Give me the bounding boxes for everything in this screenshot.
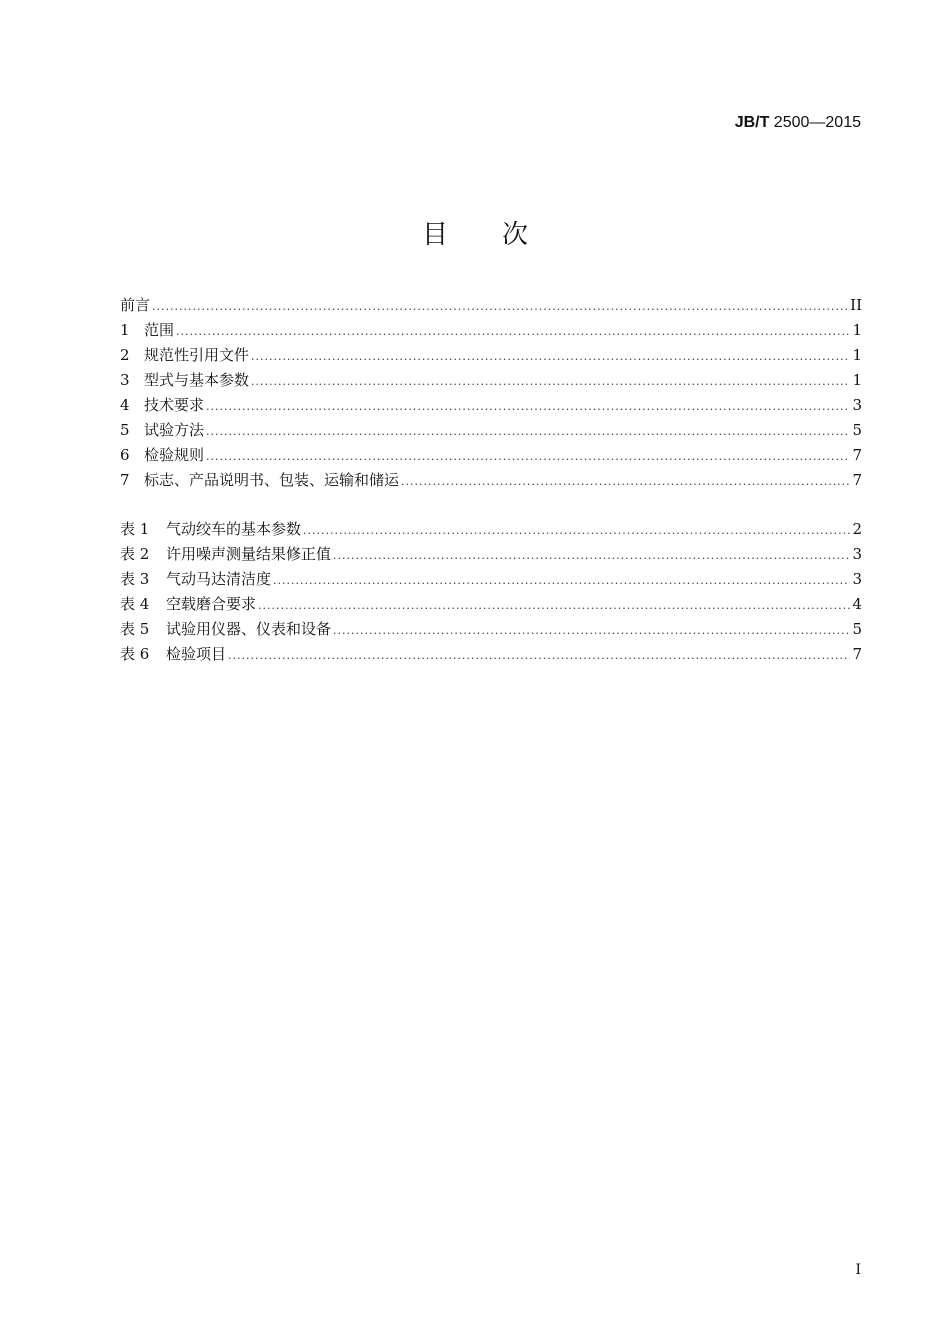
leader-dots (152, 294, 848, 319)
toc-entry-page: 7 (852, 471, 862, 489)
toc-entry-label: 许用噪声测量结果修正值 (166, 545, 332, 563)
toc-entry-number: 表 2 (120, 545, 150, 563)
leader-dots (333, 618, 850, 643)
toc-entry-section-4[interactable] (120, 393, 862, 418)
toc-entry-section-1[interactable] (120, 318, 862, 343)
toc-entry-label: 范围 (144, 321, 175, 339)
toc-entry-section-3[interactable] (120, 368, 862, 393)
toc-entry-page: 7 (852, 645, 862, 663)
toc-entry-section-7[interactable] (120, 468, 862, 493)
leader-dots (206, 394, 850, 419)
leader-dots (206, 444, 850, 469)
toc-entry-number: 7 (120, 471, 130, 489)
toc-entry-number: 6 (120, 446, 130, 464)
title-char-1: 目 (421, 220, 448, 250)
toc-sections (120, 293, 862, 493)
leader-dots (251, 344, 850, 369)
toc-entry-label: 型式与基本参数 (144, 371, 250, 389)
toc-entry-label: 技术要求 (144, 396, 205, 414)
toc-entry-label: 规范性引用文件 (144, 346, 250, 364)
leader-dots (176, 319, 850, 344)
toc-tables (120, 517, 862, 667)
toc-entry-label: 检验项目 (166, 645, 227, 663)
toc-entry-page: 4 (852, 595, 862, 613)
toc-entry-table-4[interactable] (120, 592, 862, 617)
toc-entry-number: 表 6 (120, 645, 150, 663)
page-title (0, 214, 950, 251)
toc-entry-label: 试验方法 (144, 421, 205, 439)
leader-dots (251, 369, 850, 394)
toc-entry-number: 4 (120, 396, 130, 414)
toc-entry-table-5[interactable] (120, 617, 862, 642)
toc-entry-page: 3 (852, 570, 862, 588)
leader-dots (228, 643, 850, 668)
toc-entry-number: 表 5 (120, 620, 150, 638)
toc-entry-number: 1 (120, 321, 130, 339)
toc-entry-number: 表 3 (120, 570, 150, 588)
leader-dots (206, 419, 850, 444)
toc-entry-table-3[interactable] (120, 567, 862, 592)
toc-entry-number: 3 (120, 371, 130, 389)
toc-entry-number: 表 4 (120, 595, 150, 613)
toc-entry-page: 5 (852, 620, 862, 638)
leader-dots (273, 568, 850, 593)
toc-entry-page: 5 (852, 421, 862, 439)
title-char-2: 次 (502, 220, 529, 250)
toc-entry-section-2[interactable] (120, 343, 862, 368)
toc-entry-page: 1 (852, 321, 862, 339)
leader-dots (401, 469, 850, 494)
toc-entry-page: 3 (852, 545, 862, 563)
toc-entry-foreword[interactable] (120, 293, 862, 318)
toc-entry-page: 3 (852, 396, 862, 414)
toc-entry-label: 试验用仪器、仪表和设备 (166, 620, 332, 638)
standard-code (735, 114, 861, 132)
leader-dots (258, 593, 850, 618)
toc-entry-table-6[interactable] (120, 642, 862, 667)
standard-prefix: JB/T (734, 114, 770, 131)
leader-dots (333, 543, 850, 568)
standard-number: 2500—2015 (769, 114, 861, 131)
toc-entry-label: 气动绞车的基本参数 (166, 520, 302, 538)
toc-entry-page: 1 (852, 346, 862, 364)
toc-entry-number: 表 1 (120, 520, 150, 538)
toc-entry-label: 空载磨合要求 (166, 595, 257, 613)
toc-entry-page: II (850, 296, 862, 314)
toc-entry-number: 5 (120, 421, 130, 439)
toc-entry-number: 2 (120, 346, 130, 364)
toc-entry-page: 2 (852, 520, 862, 538)
footer-page-number: I (855, 1262, 861, 1278)
toc-entry-table-1[interactable] (120, 517, 862, 542)
toc-entry-label: 前言 (120, 296, 151, 314)
toc-entry-label: 标志、产品说明书、包装、运输和储运 (144, 471, 400, 489)
toc-entry-label: 气动马达清洁度 (166, 570, 272, 588)
leader-dots (303, 518, 850, 543)
toc-entry-section-6[interactable] (120, 443, 862, 468)
toc-entry-page: 1 (852, 371, 862, 389)
toc-entry-section-5[interactable] (120, 418, 862, 443)
toc-entry-label: 检验规则 (144, 446, 205, 464)
toc-entry-table-2[interactable] (120, 542, 862, 567)
toc-entry-page: 7 (852, 446, 862, 464)
